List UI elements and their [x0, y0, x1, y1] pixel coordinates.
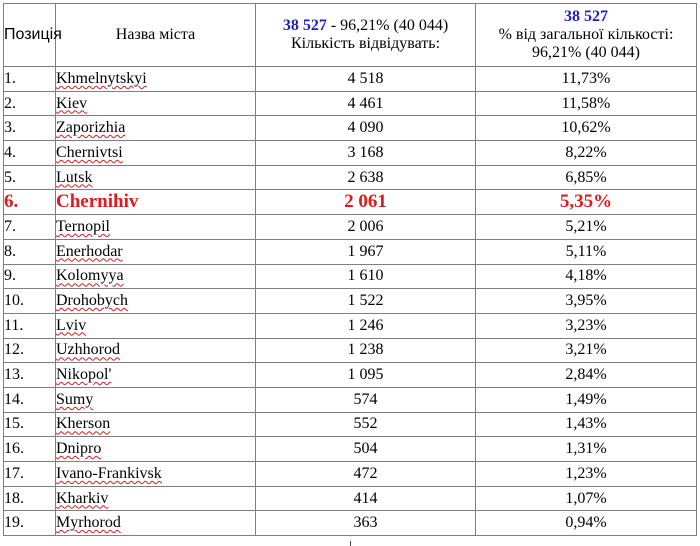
city-cell — [56, 412, 256, 437]
table-row — [4, 239, 697, 264]
city-name: Drohobych — [56, 292, 128, 310]
city-cell — [56, 363, 256, 388]
visit-count-cell: 2 638 — [256, 165, 476, 190]
city-ranking-table — [3, 3, 697, 536]
city-name: Chernivtsi — [56, 143, 123, 161]
percent-cell: 11,73% — [476, 67, 697, 92]
percent-cell: 3,23% — [476, 313, 697, 338]
position-cell: 2. — [4, 91, 56, 116]
city-cell — [56, 486, 256, 511]
position-cell: 14. — [4, 387, 56, 412]
percent-cell: 6,85% — [476, 165, 697, 190]
position-cell: 8. — [4, 239, 56, 264]
table-row — [4, 289, 697, 314]
city-cell — [56, 313, 256, 338]
percent-cell: 5,35% — [476, 190, 697, 215]
visit-count-cell: 1 610 — [256, 264, 476, 289]
city-name: Sumy — [56, 390, 94, 408]
visit-count-cell: 1 238 — [256, 338, 476, 363]
city-name: Kharkiv — [56, 489, 109, 507]
table-row — [4, 165, 697, 190]
city-name: Kherson — [56, 415, 111, 433]
city-cell — [56, 190, 256, 215]
city-cell — [56, 141, 256, 166]
city-name: Myrhorod — [56, 514, 121, 532]
city-cell — [56, 264, 256, 289]
city-name: Lutsk — [56, 168, 93, 186]
visit-count-cell: 1 246 — [256, 313, 476, 338]
percent-cell: 1,31% — [476, 437, 697, 462]
visit-count-cell: 574 — [256, 387, 476, 412]
count-label: Кількість відвідувать: — [290, 35, 441, 52]
position-cell: 19. — [4, 511, 56, 536]
page-break-mark — [350, 541, 351, 546]
position-cell: 7. — [4, 215, 56, 240]
position-cell: 9. — [4, 264, 56, 289]
position-cell: 1. — [4, 67, 56, 92]
city-name: Zaporizhia — [56, 119, 126, 137]
city-cell — [56, 511, 256, 536]
table-row — [4, 190, 697, 215]
visit-count-cell: 1 967 — [256, 239, 476, 264]
city-name: Dnipro — [56, 440, 102, 458]
percent-cell: 11,58% — [476, 91, 697, 116]
visit-count-cell: 363 — [256, 511, 476, 536]
table-body — [4, 67, 697, 536]
count-total-number: 38 527 — [282, 17, 327, 34]
position-cell: 13. — [4, 363, 56, 388]
position-cell: 3. — [4, 116, 56, 141]
position-cell: 5. — [4, 165, 56, 190]
percent-cell: 2,84% — [476, 363, 697, 388]
city-column-header: Назва міста — [56, 4, 256, 67]
city-cell — [56, 91, 256, 116]
table-row — [4, 511, 697, 536]
visit-count-cell: 2 061 — [256, 190, 476, 215]
percent-cell: 5,21% — [476, 215, 697, 240]
position-cell: 6. — [4, 190, 56, 215]
city-cell — [56, 239, 256, 264]
city-cell — [56, 338, 256, 363]
percent-cell: 1,23% — [476, 462, 697, 487]
city-cell — [56, 387, 256, 412]
table-header-row — [4, 4, 697, 67]
table-row — [4, 387, 697, 412]
percent-cell: 10,62% — [476, 116, 697, 141]
city-cell — [56, 116, 256, 141]
city-name: Chernihiv — [56, 191, 139, 213]
position-cell: 12. — [4, 338, 56, 363]
city-name: Ivano-Frankivsk — [56, 464, 162, 482]
percent-cell: 1,49% — [476, 387, 697, 412]
visit-count-cell: 4 090 — [256, 116, 476, 141]
percent-cell: 3,95% — [476, 289, 697, 314]
percent-cell: 3,21% — [476, 338, 697, 363]
position-cell: 18. — [4, 486, 56, 511]
city-cell — [56, 215, 256, 240]
percent-cell: 8,22% — [476, 141, 697, 166]
visit-count-cell: 504 — [256, 437, 476, 462]
visit-count-cell: 4 461 — [256, 91, 476, 116]
city-cell — [56, 67, 256, 92]
table-row — [4, 116, 697, 141]
table-row — [4, 141, 697, 166]
city-name: Kolomyya — [56, 267, 124, 285]
table-row — [4, 91, 697, 116]
percent-cell: 1,07% — [476, 486, 697, 511]
visit-count-cell: 414 — [256, 486, 476, 511]
visit-count-cell: 1 095 — [256, 363, 476, 388]
visit-count-cell: 2 006 — [256, 215, 476, 240]
position-cell: 10. — [4, 289, 56, 314]
table-row — [4, 462, 697, 487]
city-name: Lviv — [56, 316, 87, 334]
visit-count-cell: 3 168 — [256, 141, 476, 166]
percent-cell: 1,43% — [476, 412, 697, 437]
percent-cell: 5,11% — [476, 239, 697, 264]
table-row — [4, 412, 697, 437]
table-row — [4, 264, 697, 289]
city-cell — [56, 165, 256, 190]
city-cell — [56, 437, 256, 462]
percent-label: % від загальної кількості: — [498, 26, 674, 43]
count-total-rest: - 96,21% (40 044) — [326, 17, 449, 34]
city-name: Kiev — [56, 94, 88, 112]
table-row — [4, 215, 697, 240]
city-cell — [56, 289, 256, 314]
position-cell: 17. — [4, 462, 56, 487]
position-column-header: Позиція — [4, 4, 56, 67]
visit-count-cell: 552 — [256, 412, 476, 437]
city-name: Ternopil — [56, 217, 110, 235]
visit-count-cell: 4 518 — [256, 67, 476, 92]
count-column-header — [256, 4, 476, 67]
percent-total-number: 38 527 — [564, 8, 608, 25]
table-row — [4, 338, 697, 363]
position-cell: 11. — [4, 313, 56, 338]
visit-count-cell: 1 522 — [256, 289, 476, 314]
position-cell: 4. — [4, 141, 56, 166]
percent-column-header — [476, 4, 697, 67]
city-name: Enerhodar — [56, 242, 123, 260]
table-row — [4, 67, 697, 92]
city-name: Uzhhorod — [56, 341, 120, 359]
percent-label-total: 96,21% (40 044) — [532, 44, 640, 61]
city-name: Khmelnytskyi — [56, 69, 147, 87]
city-name: Nikopol' — [56, 366, 112, 384]
position-cell: 16. — [4, 437, 56, 462]
table-row — [4, 363, 697, 388]
table-row — [4, 437, 697, 462]
table-row — [4, 486, 697, 511]
percent-cell: 0,94% — [476, 511, 697, 536]
percent-cell: 4,18% — [476, 264, 697, 289]
visit-count-cell: 472 — [256, 462, 476, 487]
position-cell: 15. — [4, 412, 56, 437]
table-row — [4, 313, 697, 338]
city-cell — [56, 462, 256, 487]
